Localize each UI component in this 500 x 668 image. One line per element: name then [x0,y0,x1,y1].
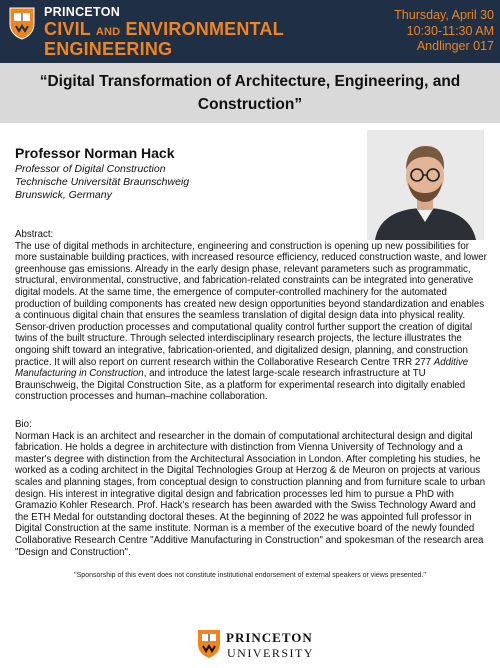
footer-logo-university: UNIVERSITY [227,646,314,660]
speaker-name: Professor Norman Hack [15,145,175,161]
event-time: 10:30-11:30 AM [406,23,494,38]
bio-section [15,419,487,558]
speaker-location: Brunswick, Germany [15,189,112,201]
header-department-line2: ENGINEERING [44,39,173,59]
header-department-line1: CIVIL AND ENVIRONMENTAL [44,19,284,39]
bio-text: Norman Hack is an architect and researcher in the domain of computational architectural design and digital fabrication. He holds a degree in architecture with distinction from Vienna University of Technology and a master's degree with distinction from the Architectural Association in London. After completing his studies, he worked as a coding architect in the Digital Technologies Group at Herzog & de Meuron on projects at various scales and planning stages, from conceptual design to construction planning and from furniture scale to urban design. His interest in integrative digital design and fabrication processes led him to pursue a PhD with Gramazio Kohler Research. Prof. Hack's research has been awarded with the Swiss Technology Award and the ETH Medal for outstanding doctoral theses. At the beginning of 2022 he was appointed full professor in Digital Construction at the same institute. Norman is a member of the executive board of the newly founded Collaborative Research Centre "Additive Manufacturing in Construction" and spokesman of the research area "Design and Construction". [15,430,486,558]
sponsorship-disclaimer: "Sponsorship of this event does not constitute institutional endorsement of external speakers or views presented." [74,572,426,579]
abstract-section [15,229,487,403]
abstract-text: The use of digital methods in architecture, engineering and construction is opening up new possibilities for more sustainable building practices, with increased resource efficiency, reduced construction waste, and lower greenhouse gas emissions. Already in the early design phase, relevant parameters such as programmatic, structural, environmental, constructive, and fabrication-related constraints can be integrated into generative digital models. At the same time, the emergence of computer-controlled machinery for the automated production of building components has created new design opportunities beyond standardization and enables a continuous digital chain that ensures the seamless translation of digital design data into physical reality. Sensor-driven production processes and computational quality control further support the creation of digital twins of the built structure. Through selected interdisciplinary research projects, the lecture illustrates the ongoing shift toward an integrative, fabrication-oriented, and digitalized design, planning, and construction practice. It will also report on current research within the Collaborative Research Centre TRR 277 [15,240,487,368]
abstract-italic-title: Additive Manufacturing in Construction [15,356,469,380]
speaker-affiliation: Technische Universität Braunschweig [15,176,190,188]
event-header [0,0,500,63]
speaker-info [15,145,305,202]
event-details [394,8,494,55]
footer-logo-princeton: PRINCETON [226,630,313,645]
speaker-position: Professor of Digital Construction [15,163,166,175]
princeton-shield-icon [8,6,36,40]
event-date: Thursday, April 30 [394,8,494,22]
abstract-label: Abstract: [15,229,54,240]
header-institution: PRINCETON [44,5,121,19]
princeton-university-shield-icon [197,629,221,659]
bio-label: Bio: [15,419,32,430]
speaker-photo [367,130,484,240]
event-location: Andlinger 017 [416,39,494,53]
talk-title: “Digital Transformation of Architecture, Engineering, and Construction” [39,73,461,113]
speaker-portrait-icon [367,130,484,240]
abstract-text-end: , and introduce the latest large-scale research infrastructure at TU Braunschweig, the Digital Construction Site, as a platform for experimental research into digitally enabled construction processes and human–machine collaboration. [15,368,466,403]
